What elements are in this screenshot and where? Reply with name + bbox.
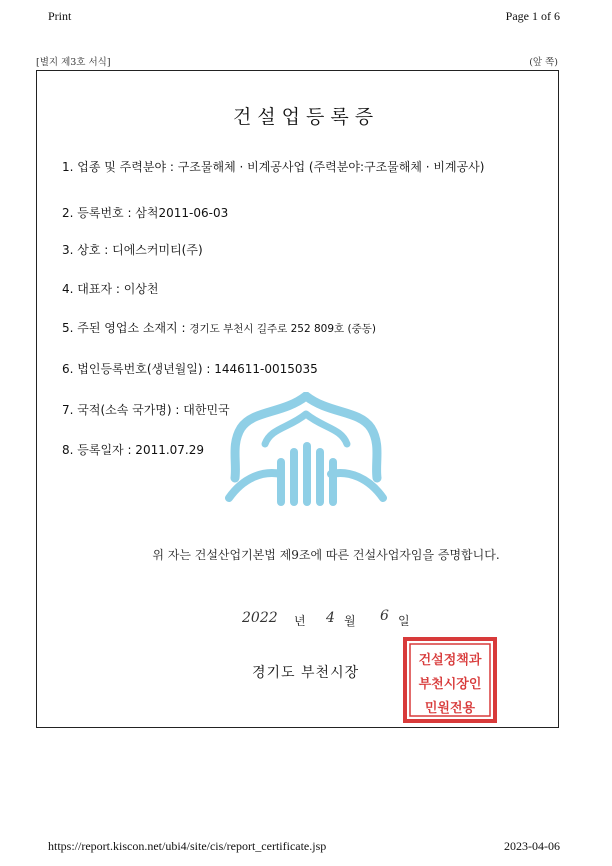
page-indicator: Page 1 of 6 xyxy=(505,9,560,23)
official-seal-stamp xyxy=(402,636,498,724)
item-registration-number: 2. 등록번호 : 삼척2011-06-03 xyxy=(62,206,229,220)
item-office-address xyxy=(62,319,376,336)
issue-year: 2022 xyxy=(242,610,278,626)
item-business-type: 1. 업종 및 주력분야 : 구조물해체 · 비계공사업 (주력분야:구조물해체 · 비계공사) xyxy=(62,160,485,174)
issue-day: 6 xyxy=(380,608,389,624)
print-header-title: Print xyxy=(48,9,72,23)
item-company-name: 3. 상호 : 디에스커미티(주) xyxy=(62,243,203,257)
day-label: 일 xyxy=(398,614,410,628)
item-nationality: 7. 국적(소속 국가명) : 대한민국 xyxy=(62,403,230,417)
item-registration-date: 8. 등록일자 : 2011.07.29 xyxy=(62,443,205,457)
office-address-label: 5. 주된 영업소 소재지 : xyxy=(62,321,186,335)
footer-url: https://report.kiscon.net/ubi4/site/cis/report_certificate.jsp xyxy=(48,839,327,853)
item-corporate-number: 6. 법인등록번호(생년월일) : 144611-0015035 xyxy=(62,362,318,376)
month-label: 월 xyxy=(344,614,356,628)
city-emblem-icon xyxy=(223,392,389,516)
office-address-value: 경기도 부천시 길주로 252 809호 (중동) xyxy=(189,323,377,335)
page-side-label: (앞 쪽) xyxy=(529,57,558,68)
certification-statement: 위 자는 건설산업기본법 제9조에 따른 건설사업자임을 증명합니다. xyxy=(152,548,500,562)
form-number-label: [별지 제3호 서식] xyxy=(36,57,111,68)
issue-month: 4 xyxy=(326,610,335,626)
svg-text:건설정책과: 건설정책과 xyxy=(418,653,482,668)
svg-text:부천시장인: 부천시장인 xyxy=(418,677,482,692)
year-label: 년 xyxy=(294,614,306,628)
svg-text:민원전용: 민원전용 xyxy=(424,701,476,716)
issue-date xyxy=(0,608,612,636)
certificate-title: 건설업등록증 xyxy=(232,106,380,128)
footer-date: 2023-04-06 xyxy=(504,839,560,853)
issuer-name: 경기도 부천시장 xyxy=(252,665,360,681)
item-representative: 4. 대표자 : 이상천 xyxy=(62,282,159,296)
